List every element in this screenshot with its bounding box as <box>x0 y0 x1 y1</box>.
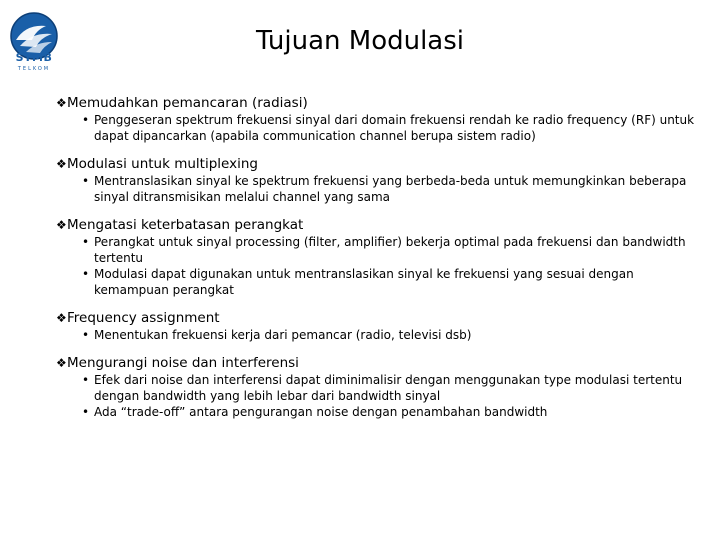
section-heading: Mengurangi noise dan interferensi <box>67 355 299 371</box>
section-noise <box>56 354 696 420</box>
bullet-dot-icon: • <box>82 267 90 281</box>
section-heading: Frequency assignment <box>67 310 220 326</box>
bullet-dot-icon: • <box>82 328 90 342</box>
bullet-item: • Ada “trade-off” antara pengurangan noise dengan penambahan bandwidth <box>82 405 548 419</box>
slide-title: Tujuan Modulasi <box>255 26 465 56</box>
diamond-bullet-icon: ❖ <box>56 356 67 370</box>
section-heading: Memudahkan pemancaran (radiasi) <box>67 95 308 111</box>
logo-subtext: TELKOM <box>17 66 51 72</box>
bullet-item: • Modulasi dapat digunakan untuk mentranslasikan sinyal ke frekuensi yang sesuai dengan kemampuan perangkat <box>82 267 634 297</box>
section-heading: Mengatasi keterbatasan perangkat <box>67 217 304 233</box>
section-multiplexing <box>56 155 696 205</box>
section-frequency-assignment <box>56 309 696 343</box>
section-perangkat <box>56 216 696 298</box>
bullet-item: • Efek dari noise dan interferensi dapat diminimalisir dengan menggunakan type modulasi tertentu dengan bandwidth yang lebih lebar dari bandwidth sinyal <box>82 373 683 403</box>
bullet-item: • Mentranslasikan sinyal ke spektrum frekuensi yang berbeda-beda untuk memungkinkan beberapa sinyal ditransmisikan melalui channel yang sama <box>82 174 687 204</box>
slide-content <box>56 94 696 431</box>
bullet-dot-icon: • <box>82 113 90 127</box>
bullet-dot-icon: • <box>82 174 90 188</box>
diamond-bullet-icon: ❖ <box>56 311 67 325</box>
logo-text: STMB <box>15 51 53 64</box>
bullet-dot-icon: • <box>82 235 90 249</box>
section-radiasi <box>56 94 696 144</box>
bullet-dot-icon: • <box>82 405 90 419</box>
bullet-dot-icon: • <box>82 373 90 387</box>
bullet-item: • Perangkat untuk sinyal processing (filter, amplifier) bekerja optimal pada frekuensi dan bandwidth tertentu <box>82 235 686 265</box>
section-heading: Modulasi untuk multiplexing <box>67 156 258 172</box>
diamond-bullet-icon: ❖ <box>56 218 67 232</box>
diamond-bullet-icon: ❖ <box>56 157 67 171</box>
bullet-item: • Penggeseran spektrum frekuensi sinyal dari domain frekuensi rendah ke radio frequency (RF) untuk dapat dipancarkan (apabila communication channel berupa sistem radio) <box>82 113 695 143</box>
diamond-bullet-icon: ❖ <box>56 96 67 110</box>
bullet-item: • Menentukan frekuensi kerja dari pemancar (radio, televisi dsb) <box>82 328 472 342</box>
